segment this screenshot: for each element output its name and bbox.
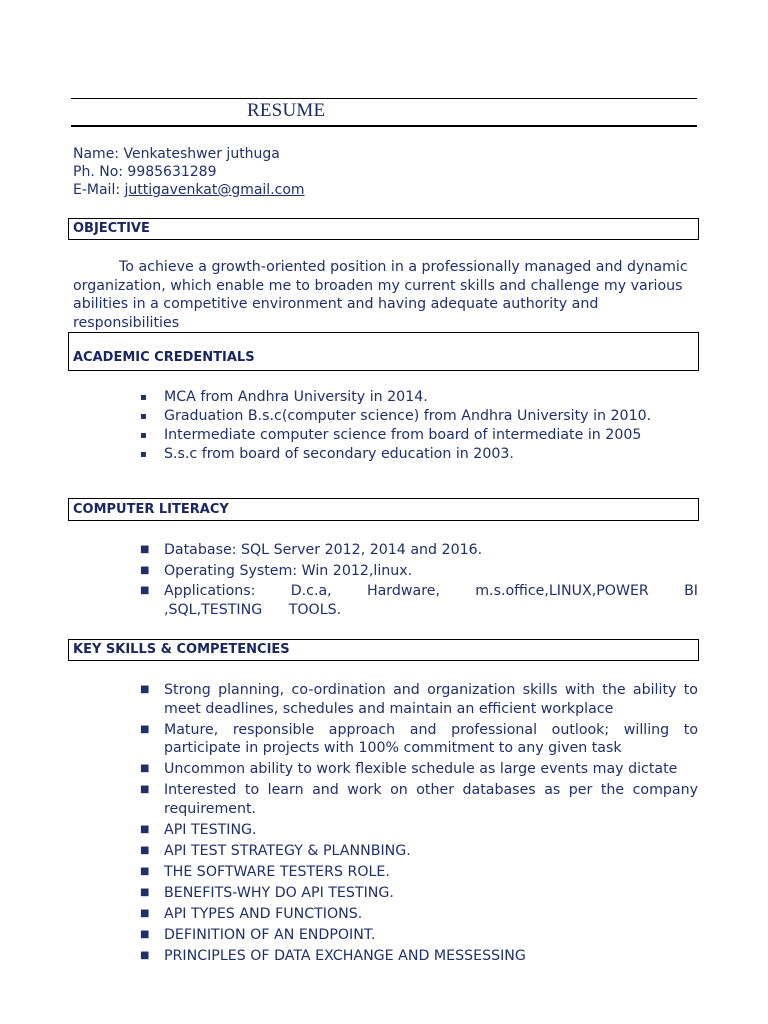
computer-literacy-list [140, 541, 698, 621]
contact-phone: Ph. No: 9985631289 [73, 164, 217, 180]
key-skills-list [140, 681, 698, 968]
academic-heading-text: ACADEMIC CREDENTIALS [73, 350, 255, 365]
bullet-icon: ■ [140, 865, 150, 877]
bullet-icon: ▪ [140, 392, 147, 403]
bullet-icon: ■ [140, 564, 150, 576]
list-item: ▪ Graduation B.s.c(computer science) from Andhra University in 2010. [140, 407, 698, 426]
section-heading-computer-literacy: COMPUTER LITERACY [68, 498, 699, 521]
list-item: ▪ MCA from Andhra University in 2014. [140, 388, 698, 407]
bullet-icon: ■ [140, 684, 150, 695]
list-item: ■ THE SOFTWARE TESTERS ROLE. [140, 863, 390, 880]
list-item: ■ Interested to learn and work on other databases as per the company requirement. [140, 782, 698, 817]
list-item: ■ DEFINITION OF AN ENDPOINT. [140, 926, 376, 943]
list-item: ■ API TESTING. [140, 821, 257, 838]
bullet-icon: ■ [140, 585, 150, 596]
bullet-icon: ■ [140, 844, 150, 856]
bullet-icon: ▪ [140, 411, 147, 422]
list-item: ■ PRINCIPLES OF DATA EXCHANGE AND MESSESSING [140, 947, 526, 964]
list-item: ▪ S.s.c from board of secondary education in 2003. [140, 445, 698, 464]
section-heading-key-skills: KEY SKILLS & COMPETENCIES [68, 639, 699, 661]
list-item: ■ Database: SQL Server 2012, 2014 and 2016. [140, 542, 483, 558]
header-top-rule [71, 98, 697, 99]
resume-title: RESUME [247, 100, 326, 121]
list-item: ■ API TEST STRATEGY & PLANNBING. [140, 842, 411, 859]
section-heading-objective: OBJECTIVE [68, 218, 699, 240]
section-heading-academic [68, 332, 699, 371]
list-item: ■ Operating System: Win 2012,linux. [140, 562, 413, 579]
list-item: ■ Mature, responsible approach and professional outlook; willing to participate in projects with 100% commitment to any given task [140, 721, 698, 756]
bullet-icon: ■ [140, 823, 150, 835]
bullet-icon: ■ [140, 723, 150, 735]
header-bottom-rule [71, 125, 697, 127]
academic-list [140, 388, 698, 464]
bullet-icon: ■ [140, 949, 150, 961]
bullet-icon: ▪ [140, 430, 147, 441]
bullet-icon: ■ [140, 886, 150, 898]
email-link[interactable]: juttigavenkat@gmail.com [124, 182, 305, 198]
contact-name: Name: Venkateshwer juthuga [73, 146, 280, 162]
objective-text: To achieve a growth-oriented position in a professionally managed and dynamic organization, which enable me to broaden my current skills and challenge my various abilities in a competitive environment and having adequate authority and responsibilities [73, 259, 688, 331]
bullet-icon: ▪ [140, 449, 147, 460]
list-item: ■ Applications: D.c.a, Hardware, m.s.office,LINUX,POWER BI ,SQL,TESTING TOOLS. [140, 583, 698, 618]
list-item: ■ BENEFITS-WHY DO API TESTING. [140, 884, 394, 901]
list-item: ▪ Intermediate computer science from board of intermediate in 2005 [140, 426, 698, 445]
list-item: ■ Strong planning, co-ordination and organization skills with the ability to meet deadlines, schedules and maintain an efficient workplace [140, 682, 698, 717]
bullet-icon: ■ [140, 907, 150, 919]
list-item: ■ Uncommon ability to work flexible schedule as large events may dictate [140, 761, 678, 777]
bullet-icon: ■ [140, 763, 150, 774]
bullet-icon: ■ [140, 928, 150, 940]
list-item: ■ API TYPES AND FUNCTIONS. [140, 905, 363, 922]
bullet-icon: ■ [140, 784, 150, 795]
bullet-icon: ■ [140, 544, 150, 555]
contact-email-row [73, 181, 305, 199]
email-label: E-Mail: [73, 182, 125, 198]
